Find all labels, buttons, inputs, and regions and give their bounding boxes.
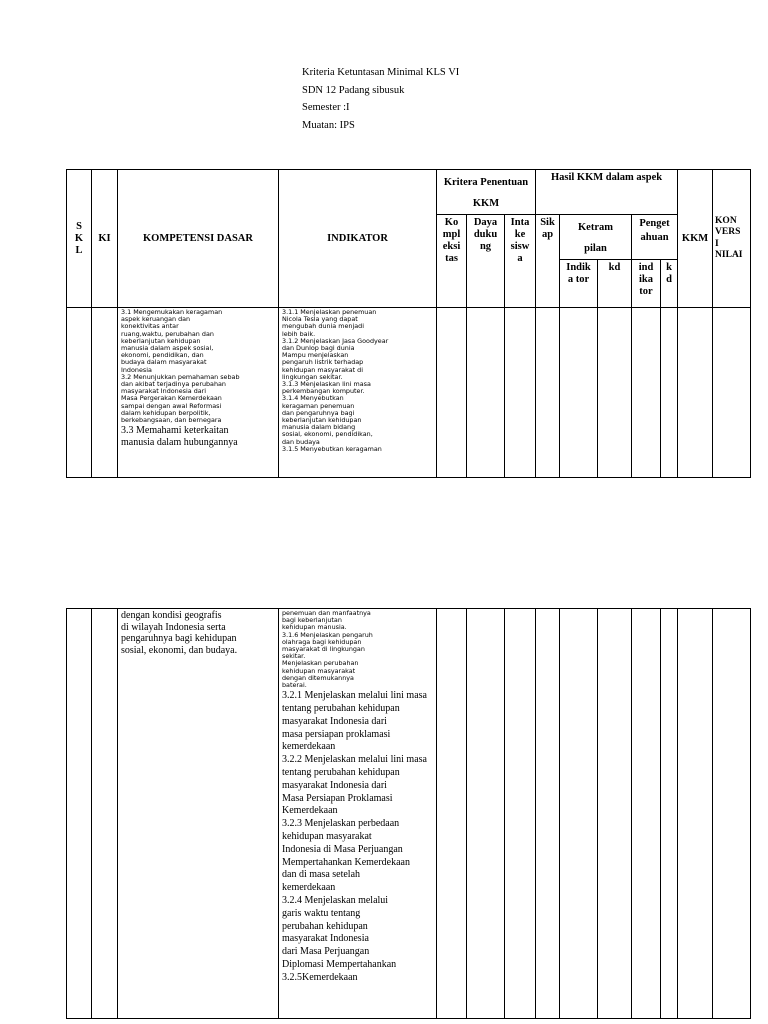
table-row [67,308,751,478]
cell-kompetensi-dasar [118,609,279,1019]
cell-pengetahuan-indikator [632,308,661,478]
header-school: SDN 12 Padang sibusuk [302,84,405,96]
header-pengetahuan-kd: k d [661,260,678,308]
document-header [302,64,459,134]
header-keterampilan-kd: kd [598,260,632,308]
kd-text-large: 3.3 Memahami keterkaitan manusia dalam hubungannya [121,425,238,448]
header-konversi-nilai: KON VERS I NILAI [713,170,751,308]
kkm-table-continued [66,608,751,1019]
header-subject: Muatan: IPS [302,119,355,131]
cell-keterampilan-indikator [560,609,598,1019]
cell-intake [505,609,536,1019]
cell-daya-dukung [467,609,505,1019]
header-kriteria-penentuan: Kritera Penentuan KKM [437,170,536,215]
cell-skl [67,308,92,478]
cell-indikator [279,308,437,478]
header-skl: S K L [67,170,92,308]
cell-konversi [713,308,751,478]
header-pengetahuan-indikator: ind ika tor [632,260,661,308]
header-pengetahuan: Penget ahuan [632,215,678,260]
header-daya-dukung: Daya duku ng [467,215,505,308]
cell-intake [505,308,536,478]
cell-kkm [678,609,713,1019]
cell-kompleksitas [437,308,467,478]
cell-skl [67,609,92,1019]
cell-sikap [536,308,560,478]
cell-kkm [678,308,713,478]
cell-kompleksitas [437,609,467,1019]
header-semester: Semester :I [302,102,350,113]
header-indikator: INDIKATOR [279,170,437,308]
kd-text-small: 3.1 Mengemukakan keragaman aspek keruangan dan konektivitas antar ruang,waktu, perubahan dan keberlanjutan kehidupan manusia dalam aspek sosial, ekonomi, pendidikan, dan budaya dalam masyarakat Indonesia 3.2 Menunjukkan pemahaman sebab dan akibat terjadinya perubahan masyarakat Indonesia dari Masa Pergerakan Kemerdekaan sampai dengan awal Reformasi dalam kehidupan berpolitik, berkebangsaan, dan bernegara [121,308,240,425]
header-kkm: KKM [678,170,713,308]
header-keterampilan: Ketram pilan [560,215,632,260]
cell-konversi [713,609,751,1019]
indikator-text-large: 3.2.1 Menjelaskan melalui lini masa tentang perubahan kehidupan masyarakat Indonesia dari masa persiapan proklamasi kemerdekaan 3.2.2 Menjelaskan melalui lini masa tentang perubahan kehidupan masyarakat Indonesia dari Masa Persiapan Proklamasi Kemerdekaan 3.2.3 Menjelaskan perbedaan kehidupan masyarakat Indonesia di Masa Perjuangan Mempertahankan Kemerdekaan dan di masa setelah kemerdekaan 3.2.4 Menjelaskan melalui garis waktu tentang perubahan kehidupan masyarakat Indonesia dari Masa Perjuangan Diplomasi Mempertahankan 3.2.5Kemerdekaan [282,690,427,983]
cell-pengetahuan-indikator [632,609,661,1019]
cell-keterampilan-kd [598,609,632,1019]
header-keterampilan-indikator: Indik a tor [560,260,598,308]
cell-pengetahuan-kd [661,609,678,1019]
cell-ki [92,609,118,1019]
kkm-table [66,169,751,478]
cell-daya-dukung [467,308,505,478]
indikator-text-small: penemuan dan manfaatnya bagi keberlanjutan kehidupan manusia. 3.1.6 Menjelaskan pengaruh olahraga bagi kehidupan masyarakat di lingkungan sekitar. Menjelaskan perubahan kehidupan masyarakat dengan ditemukannya baterai. [282,609,373,690]
cell-sikap [536,609,560,1019]
cell-keterampilan-indikator [560,308,598,478]
cell-pengetahuan-kd [661,308,678,478]
header-kompleksitas: Ko mpl eksi tas [437,215,467,308]
header-kompetensi-dasar: KOMPETENSI DASAR [118,170,279,308]
indikator-text-small: 3.1.1 Menjelaskan penemuan Nicola Tesla yang dapat mengubah dunia menjadi lebih baik. 3.1.2 Menjelaskan Jasa Goodyear dan Dunlop bagi dunia Mampu menjelaskan pengaruh listrik terhadap kehidupan masyarakat di lingkungan sekitar. 3.1.3 Menjelaskan lini masa perkembangan komputer. 3.1.4 Menyebutkan keragaman penemuan dan pengaruhnya bagi keberlanjutan kehidupan manusia dalam bidang sosial, ekonomi, pendidikan, dan budaya 3.1.5 Menyebutkan keragaman [282,308,389,453]
cell-indikator [279,609,437,1019]
header-hasil-kkm: Hasil KKM dalam aspek [536,170,678,215]
cell-ki [92,308,118,478]
cell-kompetensi-dasar [118,308,279,478]
kd-text-large: dengan kondisi geografis di wilayah Indonesia serta pengaruhnya bagi kehidupan sosial, ekonomi, dan budaya. [121,610,238,656]
header-title: Kriteria Ketuntasan Minimal KLS VI [302,67,460,78]
cell-keterampilan-kd [598,308,632,478]
header-ki: KI [92,170,118,308]
header-sikap: Sik ap [536,215,560,308]
table-row [67,609,751,1019]
header-intake-siswa: Inta ke sisw a [505,215,536,308]
